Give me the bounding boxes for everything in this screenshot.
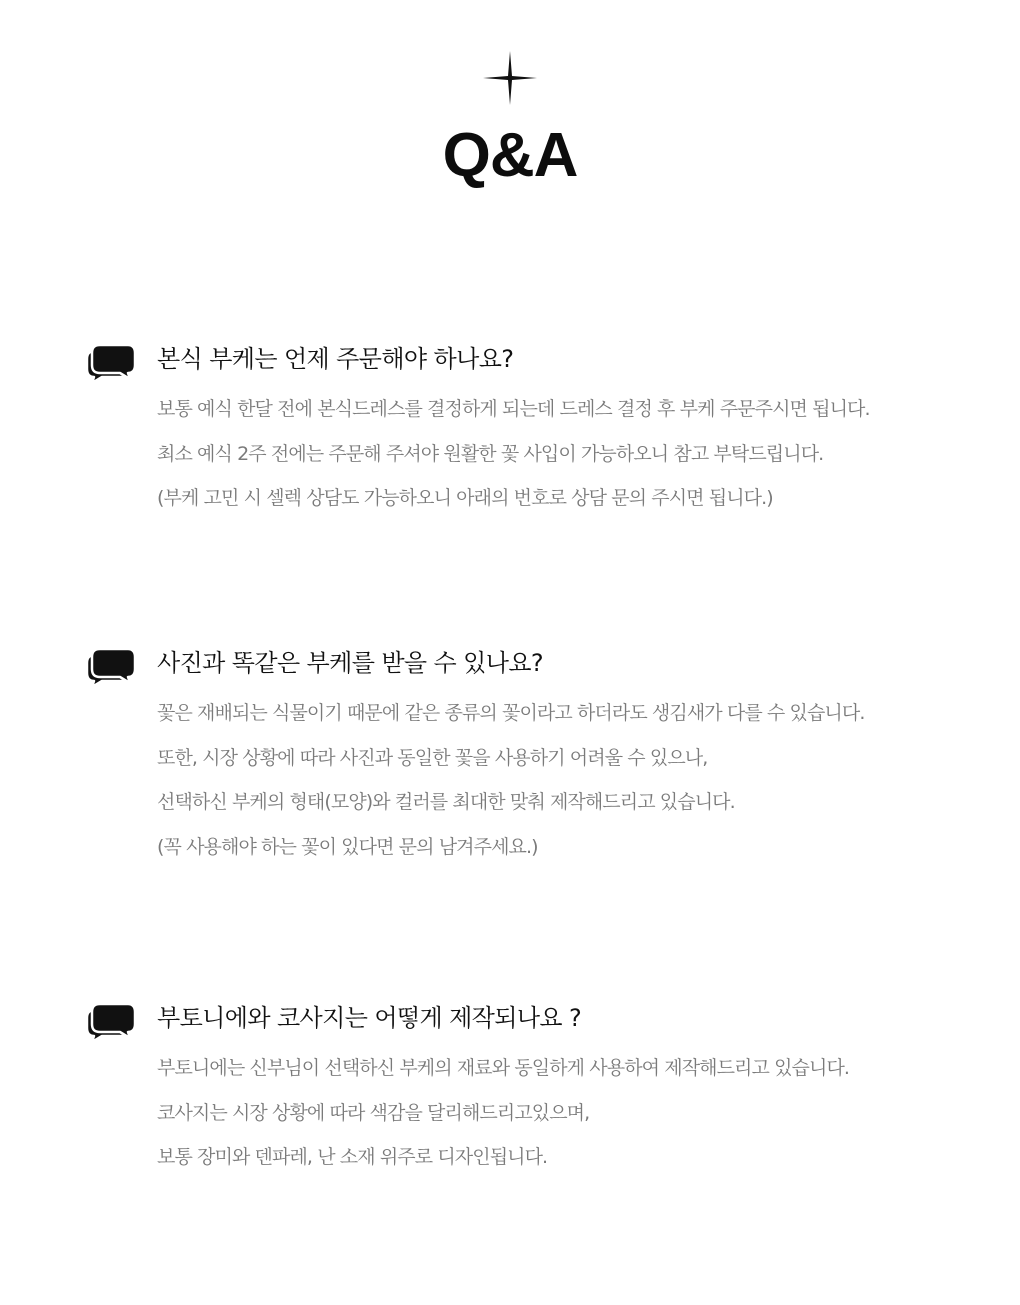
four-point-star-icon [483, 51, 537, 105]
question-heading: 부토니에와 코사지는 어떻게 제작되나요 ? [157, 1004, 582, 1032]
answer-text [157, 1046, 849, 1180]
answer-text [157, 691, 864, 869]
answer-line: 선택하신 부케의 형태(모양)와 컬러를 최대한 맞춰 제작해드리고 있습니다. [157, 791, 735, 813]
answer-line: 부토니에는 신부님이 선택하신 부케의 재료와 동일하게 사용하여 제작해드리고 있습니다. [157, 1057, 850, 1079]
speech-bubbles-icon [85, 344, 137, 386]
answer-line: 보통 예식 한달 전에 본식드레스를 결정하게 되는데 드레스 결정 후 부케 주문주시면 됩니다. [157, 398, 870, 420]
answer-line: (부케 고민 시 셀렉 상담도 가능하오니 아래의 번호로 상담 문의 주시면 됩니다.) [157, 487, 773, 509]
answer-line: 또한, 시장 상황에 따라 사진과 동일한 꽃을 사용하기 어려울 수 있으나, [157, 746, 708, 769]
answer-line: 꽃은 재배되는 식물이기 때문에 같은 종류의 꽃이라고 하더라도 생김새가 다를 수 있습니다. [157, 702, 865, 724]
answer-line: 보통 장미와 덴파레, 난 소재 위주로 디자인됩니다. [157, 1146, 548, 1168]
speech-bubbles-icon [85, 648, 137, 690]
question-heading: 본식 부케는 언제 주문해야 하나요? [157, 345, 514, 373]
answer-line: (꼭 사용해야 하는 꽃이 있다면 문의 남겨주세요.) [157, 835, 538, 858]
answer-line: 코사지는 시장 상황에 따라 색감을 달리해드리고있으며, [157, 1101, 590, 1124]
answer-line: 최소 예식 2주 전에는 주문해 주셔야 원활한 꽃 사입이 가능하오니 참고 부탁드립니다. [157, 442, 824, 465]
page-title: Q&A [442, 121, 578, 190]
speech-bubbles-icon [85, 1003, 137, 1045]
answer-text [157, 387, 870, 521]
question-heading: 사진과 똑같은 부케를 받을 수 있나요? [157, 649, 544, 677]
